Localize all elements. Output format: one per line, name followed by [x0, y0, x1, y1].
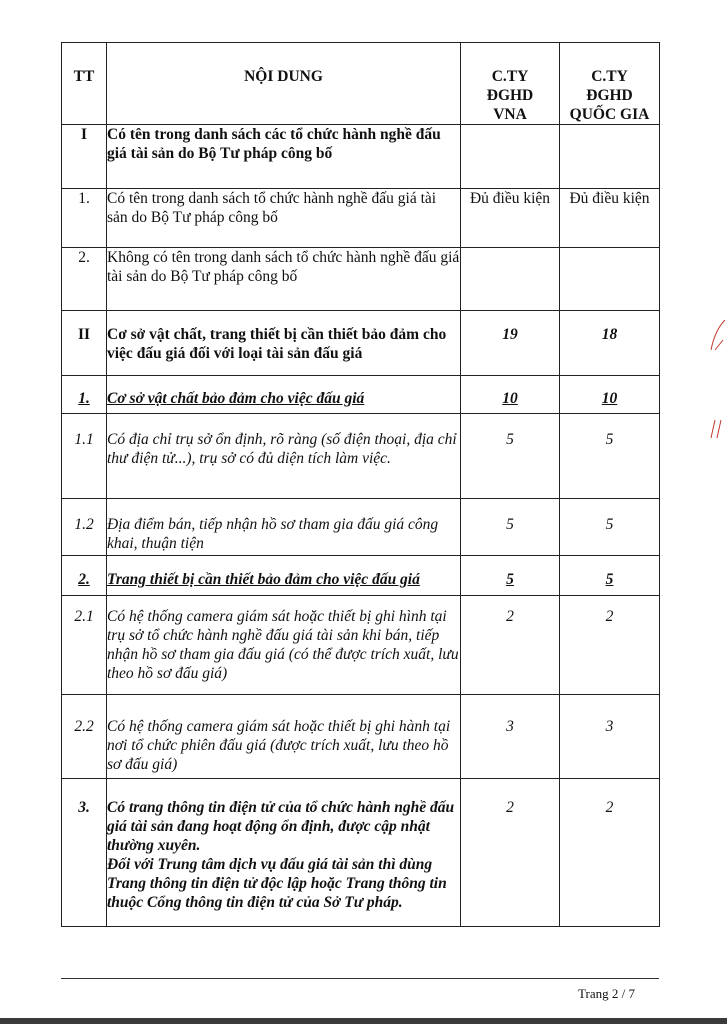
page-number: Trang 2 / 7	[578, 986, 635, 1001]
row-tt: 1.1	[62, 414, 107, 499]
row-content: Không có tên trong danh sách tổ chức hành nghề đấu giá tài sản do Bộ Tư pháp công bố	[107, 248, 461, 311]
table-row	[62, 556, 660, 596]
row-qg: 2	[560, 779, 660, 927]
row-qg: 3	[560, 695, 660, 779]
row-qg: 18	[560, 311, 660, 376]
row-vna	[461, 248, 560, 311]
table-row	[62, 414, 660, 499]
row-tt: 1.	[62, 376, 107, 414]
row-qg	[560, 125, 660, 189]
page-edge	[0, 1018, 727, 1024]
row-qg: 5	[560, 414, 660, 499]
row-content: Có hệ thống camera giám sát hoặc thiết bị ghi hình tại trụ sở tổ chức hành nghề đấu giá tài sản khi bán, tiếp nhận hồ sơ tham gia đấu giá (có thể được trích xuất, lưu theo hồ sơ đấu giá)	[107, 596, 461, 695]
row-vna: 5	[461, 556, 560, 596]
row-content: Cơ sở vật chất, trang thiết bị cần thiết bảo đảm cho việc đấu giá đối với loại tài sản đấu giá	[107, 311, 461, 376]
header-company-qg: C.TY ĐGHD QUỐC GIA	[560, 43, 660, 125]
table-row	[62, 125, 660, 189]
criteria-table	[61, 42, 660, 927]
row-vna: 5	[461, 499, 560, 556]
table-row	[62, 248, 660, 311]
row-vna: 3	[461, 695, 560, 779]
header-row	[62, 43, 660, 125]
row-vna: 10	[461, 376, 560, 414]
row-vna: 2	[461, 596, 560, 695]
row-qg	[560, 248, 660, 311]
row-qg: 5	[560, 499, 660, 556]
row-content: Trang thiết bị cần thiết bảo đảm cho việc đấu giá	[107, 556, 461, 596]
row-vna: 19	[461, 311, 560, 376]
row-tt: II	[62, 311, 107, 376]
row-content: Có tên trong danh sách các tổ chức hành nghề đấu giá tài sản do Bộ Tư pháp công bố	[107, 125, 461, 189]
table-row	[62, 311, 660, 376]
table-row	[62, 376, 660, 414]
row-vna: Đủ điều kiện	[461, 189, 560, 248]
row-vna: 5	[461, 414, 560, 499]
row-qg: Đủ điều kiện	[560, 189, 660, 248]
table-row	[62, 499, 660, 556]
row-content: Có hệ thống camera giám sát hoặc thiết bị ghi hành tại nơi tổ chức phiên đấu giá (được trích xuất, lưu theo hồ sơ đấu giá)	[107, 695, 461, 779]
table-row	[62, 596, 660, 695]
table-row	[62, 779, 660, 927]
row-tt: 1.2	[62, 499, 107, 556]
row-vna: 2	[461, 779, 560, 927]
row-qg: 10	[560, 376, 660, 414]
row-content: Có tên trong danh sách tổ chức hành nghề đấu giá tài sản do Bộ Tư pháp công bố	[107, 189, 461, 248]
row-tt: 2.1	[62, 596, 107, 695]
table-row	[62, 189, 660, 248]
row-content-note: Đối với Trung tâm dịch vụ đấu giá tài sản thì dùng Trang thông tin điện tử độc lập hoặc Trang thông tin thuộc Cổng thông tin điện tử của Sở Tư pháp.	[107, 856, 447, 911]
row-content	[107, 779, 461, 927]
row-tt: 1.	[62, 189, 107, 248]
table-row	[62, 695, 660, 779]
row-tt: 3.	[62, 779, 107, 927]
row-qg: 5	[560, 556, 660, 596]
header-content: NỘI DUNG	[107, 43, 461, 125]
header-company-vna: C.TY ĐGHD VNA	[461, 43, 560, 125]
row-content-main: Có trang thông tin điện tử của tổ chức hành nghề đấu giá tài sản đang hoạt động ổn định, được cập nhật thường xuyên.	[107, 799, 455, 854]
row-content: Cơ sở vật chất bảo đảm cho việc đấu giá	[107, 376, 461, 414]
row-content: Có địa chỉ trụ sở ổn định, rõ ràng (số điện thoại, địa chỉ thư điện tử...), trụ sở có đủ diện tích làm việc.	[107, 414, 461, 499]
stamp-mark	[707, 320, 727, 450]
row-content: Địa điểm bán, tiếp nhận hồ sơ tham gia đấu giá công khai, thuận tiện	[107, 499, 461, 556]
row-tt: 2.	[62, 556, 107, 596]
row-tt: 2.2	[62, 695, 107, 779]
row-tt: 2.	[62, 248, 107, 311]
header-tt: TT	[62, 43, 107, 125]
row-qg: 2	[560, 596, 660, 695]
row-tt: I	[62, 125, 107, 189]
footer-divider	[61, 978, 659, 979]
row-vna	[461, 125, 560, 189]
